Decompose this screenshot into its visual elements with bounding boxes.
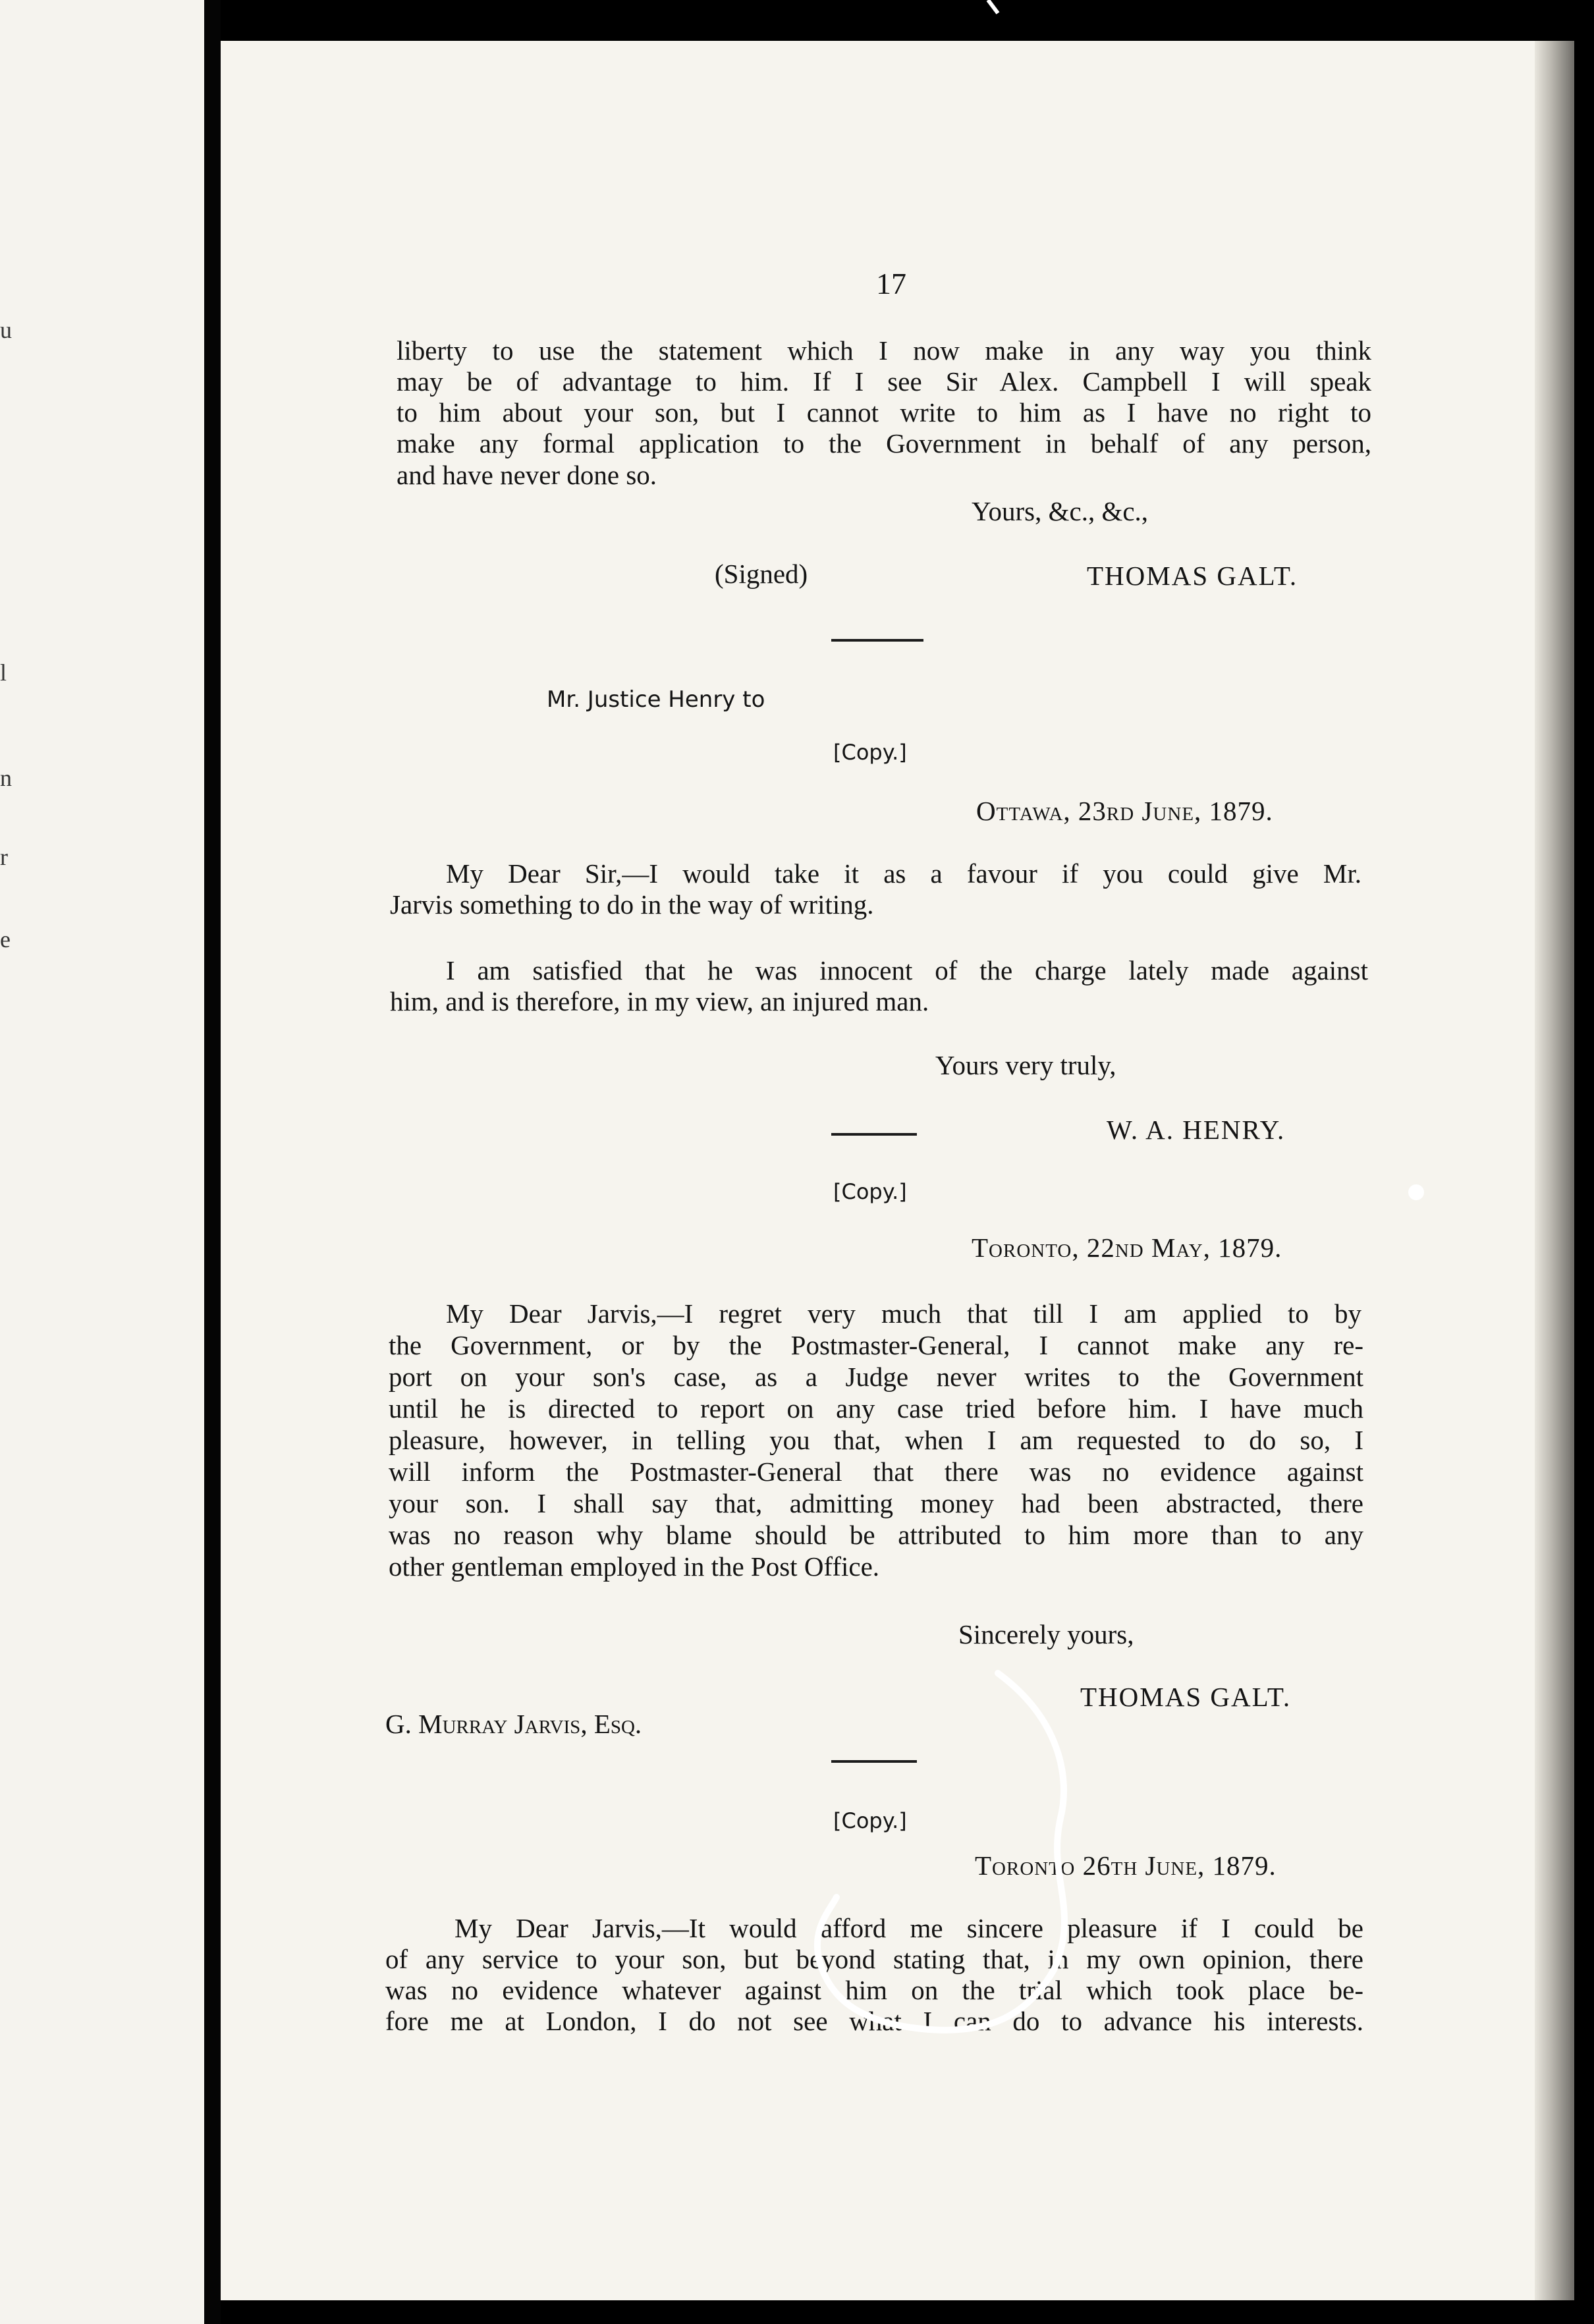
letter-line: My Dear Sir,—I would take it as a favour if you could give Mr. bbox=[446, 858, 1361, 889]
letter-line: other gentleman employed in the Post Office. bbox=[389, 1551, 880, 1582]
letter-line: I am satisfied that he was innocent of the charge lately made against bbox=[446, 955, 1368, 985]
letter-line: your son. I shall say that, admitting money had been abstracted, there bbox=[389, 1488, 1363, 1518]
margin-fragment: r bbox=[0, 844, 8, 870]
margin-fragment: l bbox=[0, 659, 7, 686]
copy-label: [Copy.] bbox=[833, 740, 907, 765]
page-number: 17 bbox=[876, 267, 906, 300]
letter-line: may be of advantage to him. If I see Sir Alex. Campbell I will speak bbox=[397, 366, 1371, 397]
letter-closing: Yours, &c., &c., bbox=[972, 496, 1149, 526]
dateline: Toronto, 22nd May, 1879. bbox=[972, 1232, 1282, 1263]
letter-closing: Sincerely yours, bbox=[958, 1619, 1134, 1649]
letter-line: fore me at London, I do not see what I can do to advance his interests. bbox=[385, 2006, 1363, 2036]
letter-line: was no reason why blame should be attributed to him more than to any bbox=[389, 1520, 1363, 1550]
letter-line: port on your son's case, as a Judge never writes to the Government bbox=[389, 1362, 1363, 1392]
signature: THOMAS GALT. bbox=[1080, 1682, 1292, 1712]
letter-line: was no evidence whatever against him on the trial which took place be- bbox=[385, 1975, 1363, 2005]
letter-line: will inform the Postmaster-General that there was no evidence against bbox=[389, 1456, 1363, 1487]
letter-line: liberty to use the statement which I now make in any way you think bbox=[397, 335, 1371, 366]
letter-line: My Dear Jarvis,—I regret very much that till I am applied to by bbox=[446, 1298, 1361, 1329]
addressee: G. Murray Jarvis, Esq. bbox=[385, 1709, 642, 1739]
letter-closing: Yours very truly, bbox=[935, 1050, 1116, 1080]
letter-line: make any formal application to the Government in behalf of any person, bbox=[397, 428, 1371, 458]
letter-line: pleasure, however, in telling you that, when I am requested to do so, I bbox=[389, 1425, 1363, 1455]
signature: W. A. HENRY. bbox=[1107, 1115, 1286, 1145]
margin-fragment: n bbox=[0, 765, 12, 791]
letter-line: until he is directed to report on any case tried before him. I have much bbox=[389, 1393, 1363, 1424]
signed-label: (Signed) bbox=[715, 559, 808, 589]
letter-line: him, and is therefore, in my view, an injured man. bbox=[390, 986, 929, 1016]
copy-label: [Copy.] bbox=[833, 1808, 907, 1833]
signature: THOMAS GALT. bbox=[1087, 561, 1298, 591]
dateline: Toronto 26th June, 1879. bbox=[975, 1850, 1277, 1881]
letter-line: and have never done so. bbox=[397, 460, 657, 490]
letter-heading: Mr. Justice Henry to bbox=[547, 686, 765, 713]
letter-line: of any service to your son, but beyond stating that, in my own opinion, there bbox=[385, 1944, 1363, 1974]
letter-line: the Government, or by the Postmaster-General, I cannot make any re- bbox=[389, 1330, 1363, 1360]
margin-fragment: e bbox=[0, 926, 11, 953]
dateline: Ottawa, 23rd June, 1879. bbox=[976, 796, 1273, 826]
copy-label: [Copy.] bbox=[833, 1179, 907, 1204]
letter-line: My Dear Jarvis,—It would afford me sincere pleasure if I could be bbox=[454, 1913, 1363, 1943]
letter-line: to him about your son, but I cannot write to him as I have no right to bbox=[397, 397, 1371, 428]
letter-line: Jarvis something to do in the way of writing. bbox=[390, 889, 874, 920]
margin-fragment: u bbox=[0, 317, 12, 343]
